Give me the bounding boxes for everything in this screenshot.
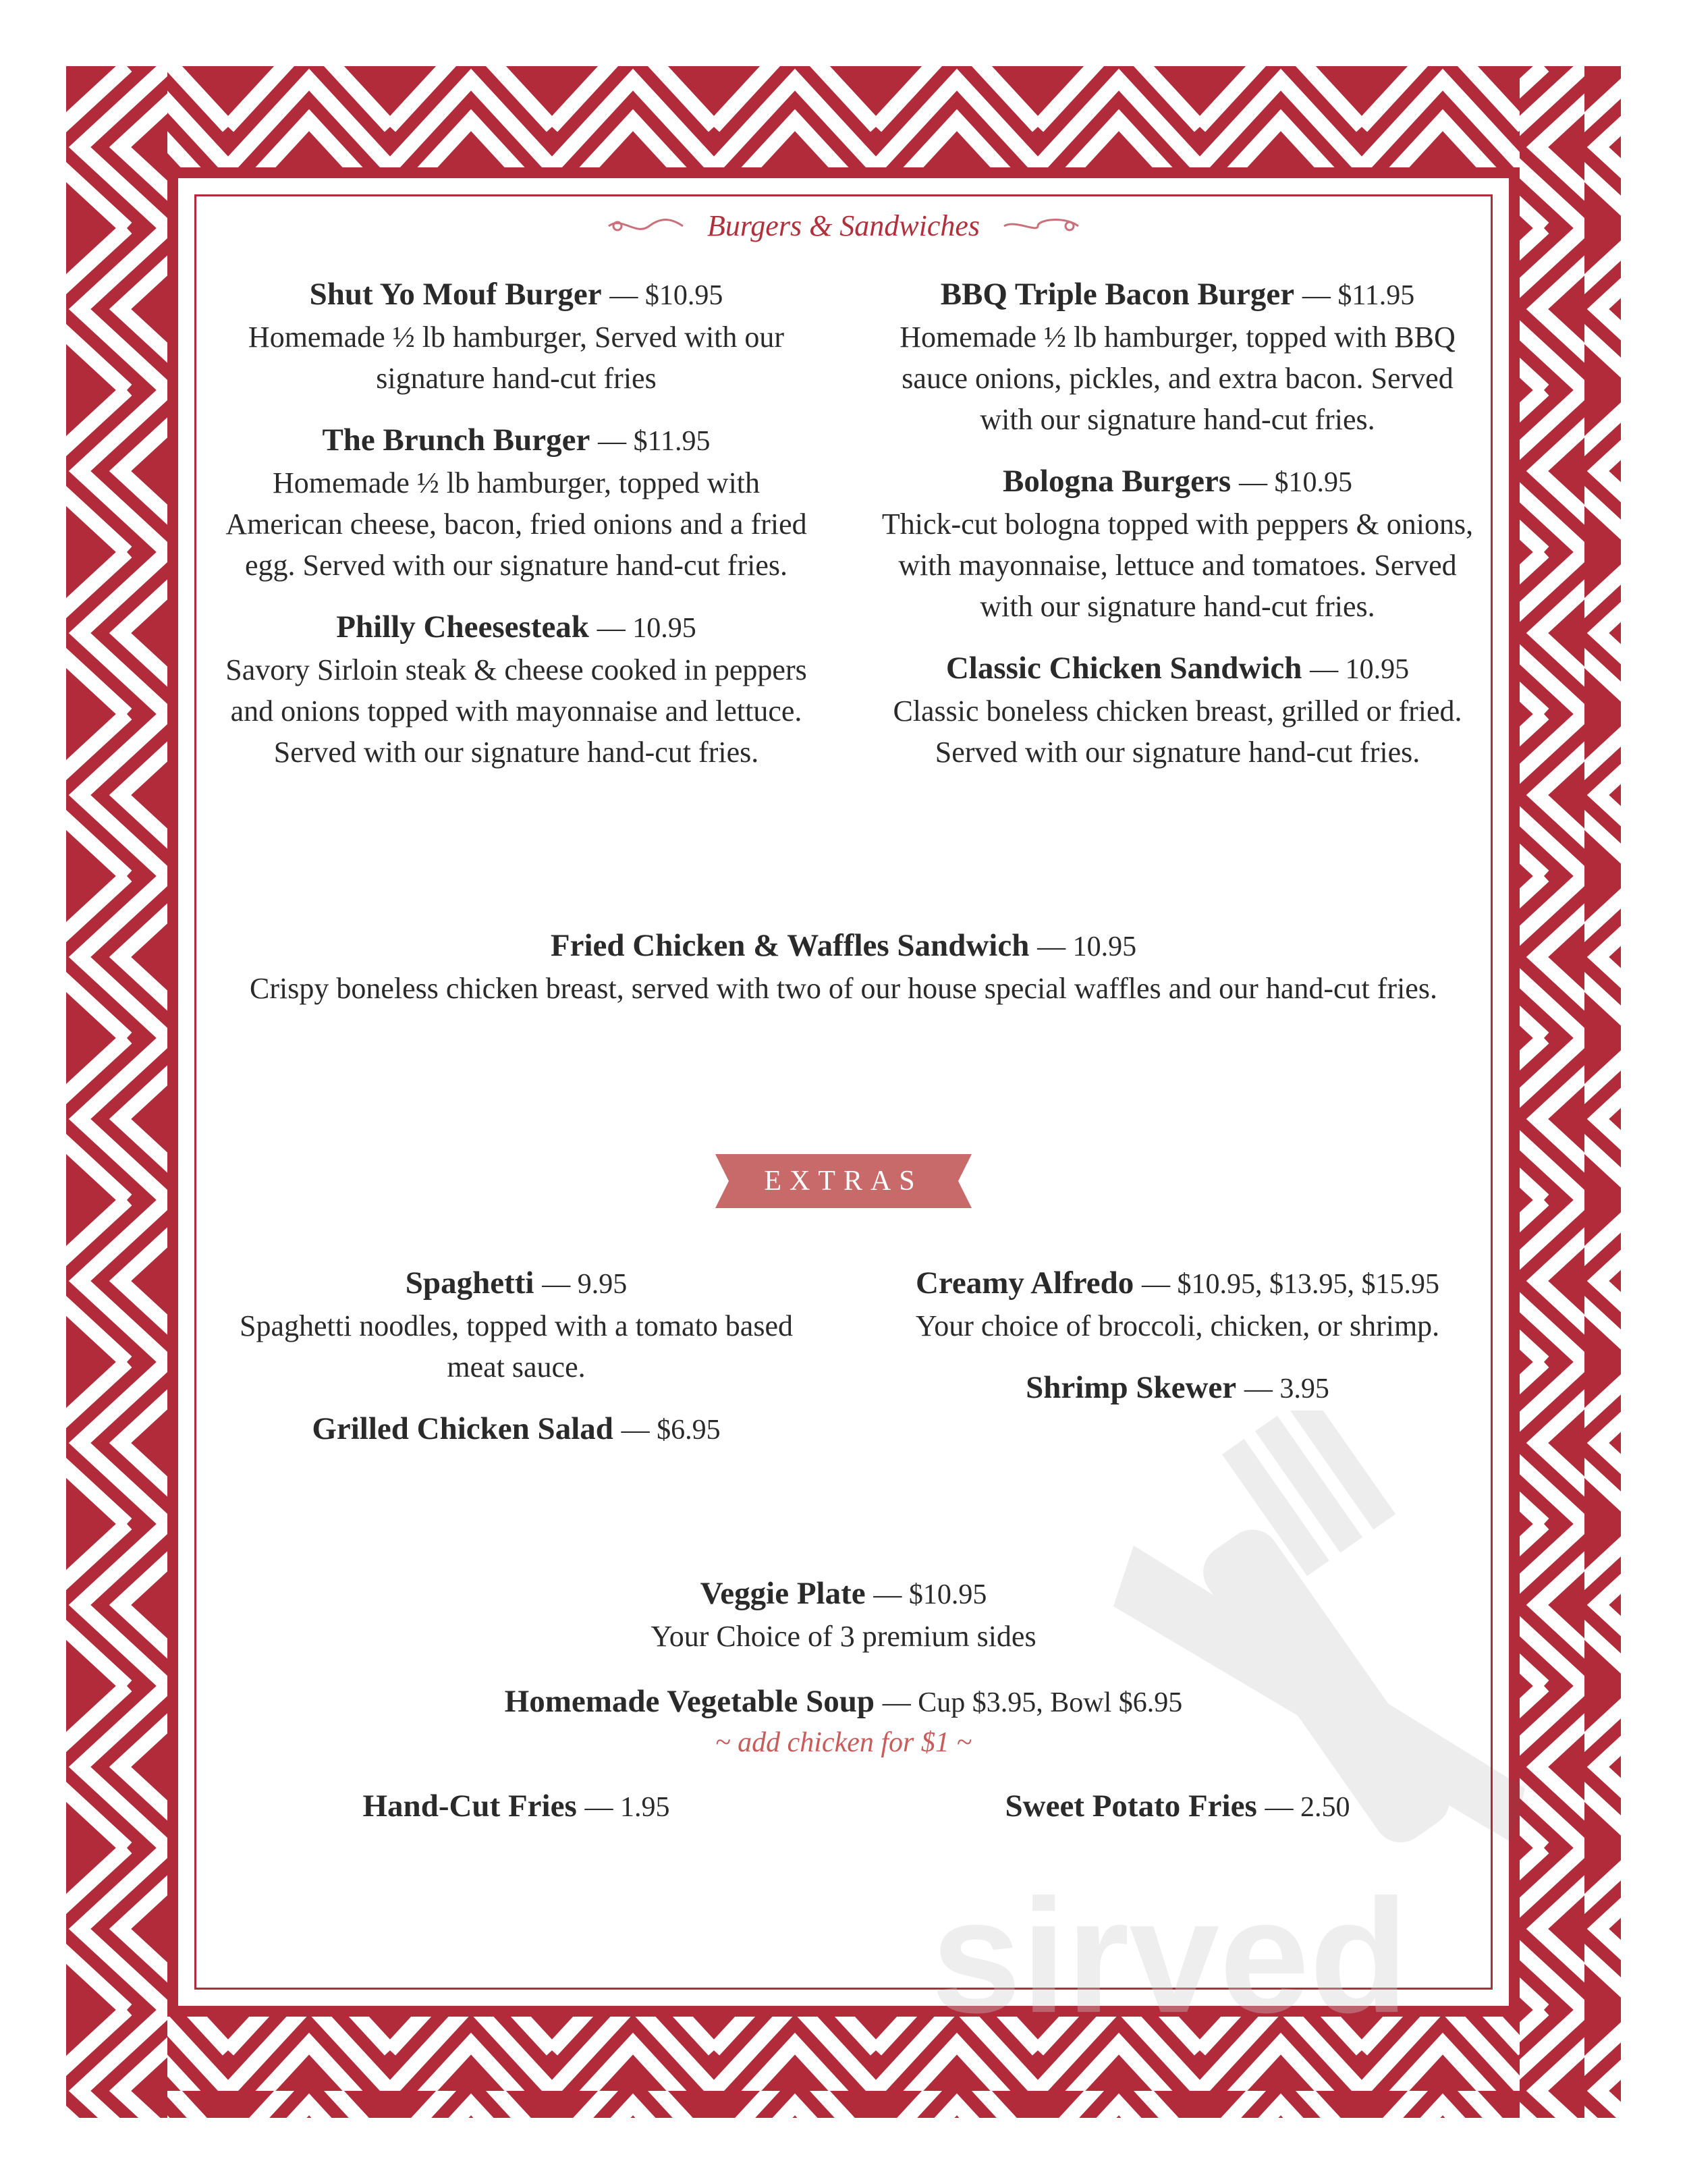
menu-item xyxy=(213,273,820,399)
watermark-text: sirved xyxy=(931,1865,1409,2046)
item-description: Classic boneless chicken breast, grilled or fried. Served with our signature hand-cut fries. xyxy=(893,694,1462,769)
item-name: Fried Chicken & Waffles Sandwich xyxy=(550,928,1030,963)
item-description: Homemade ½ lb hamburger, Served with our signature hand-cut fries xyxy=(248,321,785,395)
item-name: Shut Yo Mouf Burger xyxy=(309,277,602,312)
soup-item xyxy=(223,1681,1464,1762)
menu-item xyxy=(874,647,1481,773)
item-name: BBQ Triple Bacon Burger xyxy=(940,277,1295,312)
item-name: Veggie Plate xyxy=(700,1576,866,1611)
item-price: — 10.95 xyxy=(1037,931,1137,962)
left-column xyxy=(213,273,820,793)
menu-item xyxy=(213,1408,820,1451)
item-note: ~ add chicken for $1 ~ xyxy=(715,1727,972,1758)
menu-item xyxy=(874,460,1481,627)
menu-item xyxy=(213,1262,820,1388)
item-name: Shrimp Skewer xyxy=(1026,1370,1237,1405)
item-name: Philly Cheesesteak xyxy=(336,609,589,645)
section-title: Burgers & Sandwiches xyxy=(707,209,980,243)
item-price: — $11.95 xyxy=(1302,280,1415,311)
item-price: — 10.95 xyxy=(597,613,696,644)
item-name: Grilled Chicken Salad xyxy=(312,1411,613,1446)
item-description: Crispy boneless chicken breast, served with two of our house special waffles and our hand-cut fries. xyxy=(250,972,1437,1005)
sweet-potato-fries-item xyxy=(874,1785,1481,1828)
item-name: Homemade Vegetable Soup xyxy=(504,1684,875,1719)
item-description: Thick-cut bologna topped with peppers & onions, with mayonnaise, lettuce and tomatoes. Served with our signature hand-cut fries. xyxy=(881,508,1474,623)
item-price: — Cup $3.95, Bowl $6.95 xyxy=(882,1687,1183,1718)
item-price: — 1.95 xyxy=(584,1792,670,1823)
item-description: Savory Sirloin steak & cheese cooked in peppers and onions topped with mayonnaise and lettuce. Served with our signature hand-cut fries. xyxy=(225,653,807,769)
menu-item xyxy=(213,606,820,773)
flourish-right-icon xyxy=(1001,216,1082,236)
item-description: Your Choice of 3 premium sides xyxy=(651,1620,1036,1653)
section-heading xyxy=(169,206,1518,243)
extras-left-column xyxy=(213,1262,820,1471)
veggie-plate-item xyxy=(223,1573,1464,1657)
flourish-left-icon xyxy=(605,216,686,236)
item-name: Sweet Potato Fries xyxy=(1005,1789,1257,1824)
item-price: — $11.95 xyxy=(598,426,711,457)
item-description: Spaghetti noodles, topped with a tomato based meat sauce. xyxy=(240,1309,793,1384)
item-name: Classic Chicken Sandwich xyxy=(945,651,1302,686)
item-price: — 9.95 xyxy=(542,1269,628,1300)
menu-item xyxy=(213,419,820,586)
item-price: — 10.95 xyxy=(1310,654,1410,685)
item-description: Your choice of broccoli, chicken, or shrimp. xyxy=(915,1309,1440,1342)
menu-item xyxy=(874,273,1481,440)
item-name: The Brunch Burger xyxy=(322,422,590,458)
item-name: Spaghetti xyxy=(405,1265,534,1301)
right-column xyxy=(874,273,1481,793)
menu-item xyxy=(901,1367,1454,1410)
full-width-item xyxy=(223,925,1464,1009)
item-name: Creamy Alfredo xyxy=(915,1265,1134,1301)
item-price: — $10.95, $13.95, $15.95 xyxy=(1142,1269,1440,1300)
item-price: — 2.50 xyxy=(1265,1792,1350,1823)
item-price: — $10.95 xyxy=(873,1579,987,1610)
extras-right-column xyxy=(901,1262,1454,1430)
item-name: Bologna Burgers xyxy=(1003,464,1232,499)
item-description: Homemade ½ lb hamburger, topped with American cheese, bacon, fried onions and a fried egg. Served with our signature hand-cut fries. xyxy=(225,466,807,582)
item-description: Homemade ½ lb hamburger, topped with BBQ sauce onions, pickles, and extra bacon. Served with our signature hand-cut fries. xyxy=(900,321,1456,436)
extras-title: EXTRAS xyxy=(764,1166,923,1197)
item-price: — $6.95 xyxy=(621,1415,721,1446)
item-price: — 3.95 xyxy=(1244,1373,1329,1404)
item-name: Hand-Cut Fries xyxy=(362,1789,577,1824)
item-price: — $10.95 xyxy=(1238,467,1352,498)
menu-content xyxy=(169,169,1518,2015)
item-price: — $10.95 xyxy=(609,280,723,311)
extras-banner xyxy=(715,1154,972,1208)
fries-item xyxy=(213,1785,820,1828)
menu-item xyxy=(901,1262,1454,1346)
